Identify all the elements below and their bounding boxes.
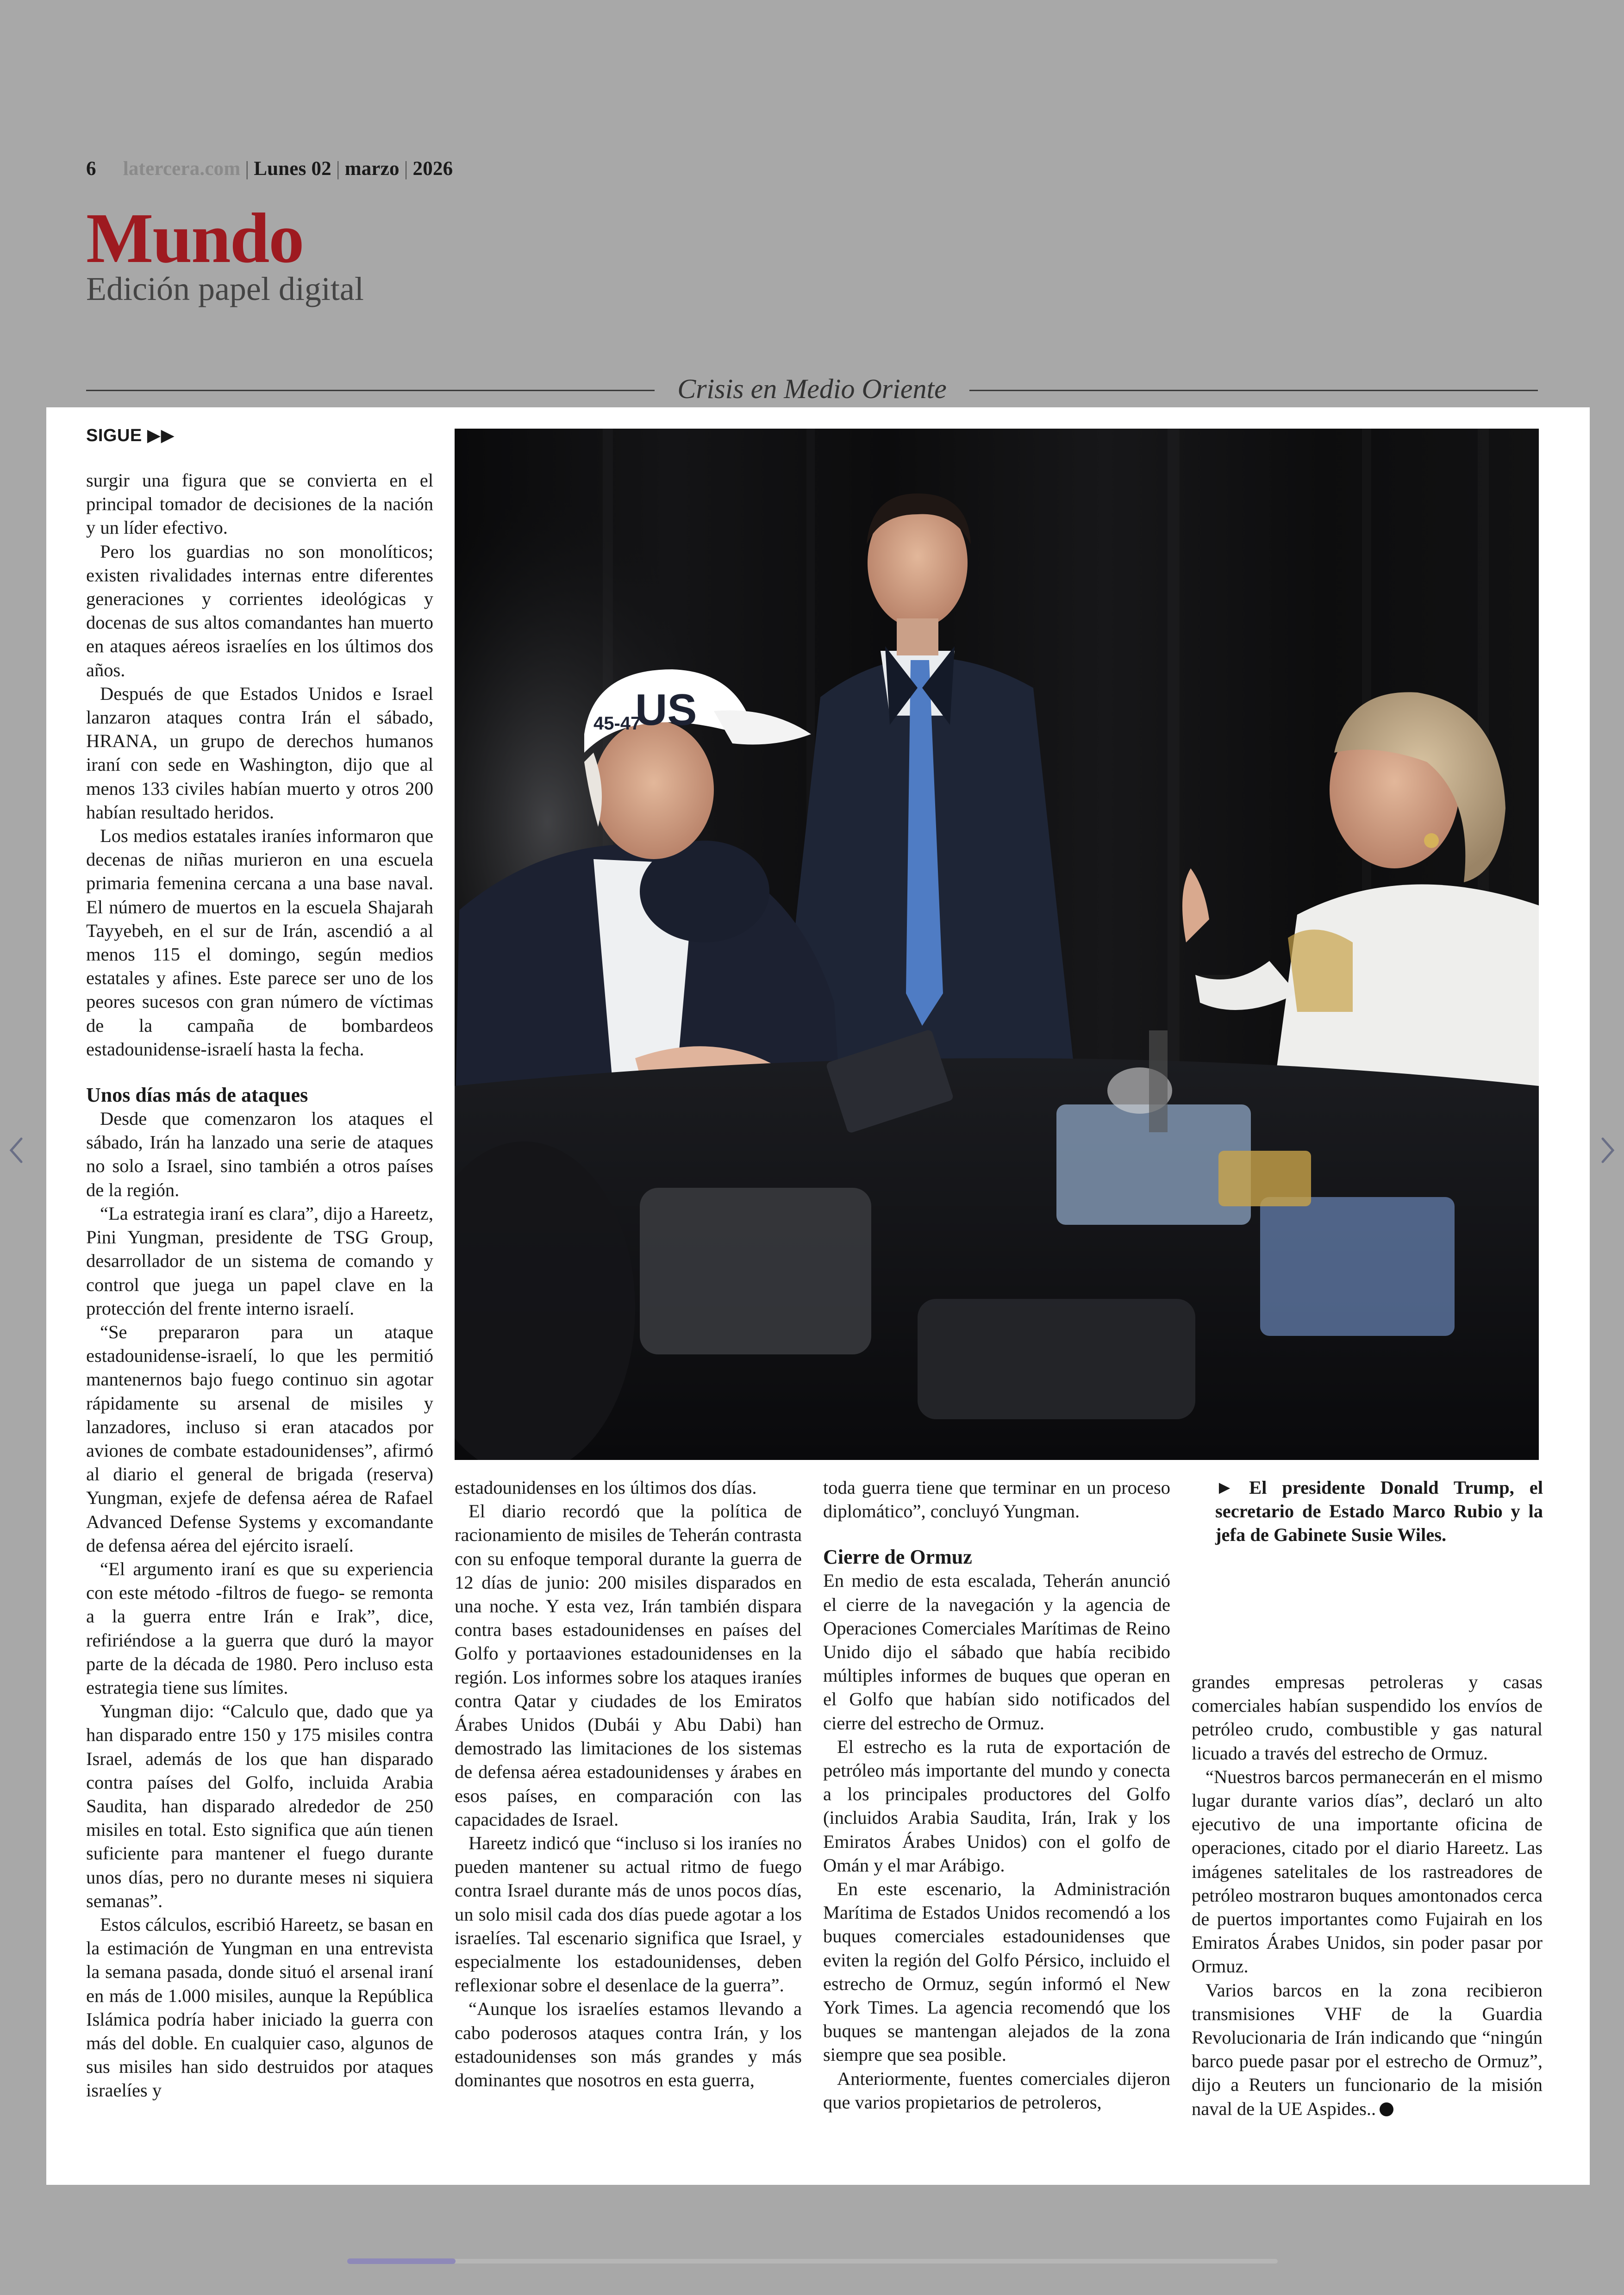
- date-month: marzo: [344, 158, 400, 180]
- svg-text:US: US: [635, 685, 697, 735]
- article-column-1: [86, 468, 433, 2102]
- date-day: Lunes 02: [254, 158, 331, 180]
- news-photo: [455, 429, 1539, 1460]
- paragraph: Los medios estatales iraníes informaron que decenas de niñas murieron en una escuela primaria femenina cercana a una base naval. El número de muertos en la escuela Shajarah Tayyebeh, en el sur de Irán, ascendió a al menos 115 el domingo, según medios estatales y afines. Este parece ser uno de los peores sucesos con gran número de víctimas de la campaña de bombardeos estadounidense-israelí hasta la fecha.: [86, 825, 433, 1060]
- paragraph-text: Varios barcos en la zona recibieron transmisiones VHF de la Guardia Revolucionaria de Irán indicando que “ningún barco puede pasar por el estrecho de Ormuz”, dijo a Reuters un funcionario de la misión naval de la UE Aspides..: [1192, 1979, 1543, 2119]
- article-column-3: [823, 1476, 1170, 2114]
- paragraph: “Nuestros barcos permanecerán en el mismo lugar durante varios días”, declaró un alto ejecutivo de una importante oficina de operaciones, citado por el diario Hareetz. Las imágenes satelitales de los rastreadores de petróleo mostraron buques amontonados cerca de puertos importantes como Fujairah en los Emiratos Árabes Unidos, sin poder pasar por Ormuz.: [1192, 1766, 1543, 1977]
- paragraph: Estos cálculos, escribió Hareetz, se basan en la estimación de Yungman en una entrevista la semana pasada, donde situó el arsenal iraní en más de 1.000 misiles, aunque la República Islámica podría haber iniciado la guerra con más del doble. En cualquier caso, algunos de sus misiles han sido destruidos por ataques israelíes y: [86, 1914, 433, 2101]
- date-year: 2026: [412, 158, 453, 180]
- page-header: [86, 157, 1540, 307]
- paragraph: surgir una figura que se convierta en el principal tomador de decisiones de la nación y un líder efectivo.: [86, 470, 433, 538]
- section-banner: [86, 373, 1538, 404]
- section-title: Mundo: [86, 199, 304, 278]
- paragraph: [1192, 1978, 1543, 2120]
- paragraph: Desde que comenzaron los ataques el sábado, Irán ha lanzado una serie de ataques no solo a Israel, sino también a otros países de la región.: [86, 1108, 433, 1200]
- paragraph: “Se prepararon para un ataque estadounidense-israelí, lo que les permitió mantenernos bajo fuego continuo sin agotar rápidamente su arsenal de misiles y lanzadores, incluso si eran atacados por aviones de combate estadounidenses”, afirmó al diario el general de brigada (reserva) Yungman, exjefe de defensa aérea de Rafael Advanced Defense Systems y excomandante de defensa aérea del ejército israelí.: [86, 1321, 433, 1556]
- page-scroll-track[interactable]: [347, 2259, 1278, 2264]
- subheading: Unos días más de ataques: [86, 1084, 308, 1107]
- photo-illustration: [455, 429, 1539, 1460]
- chevron-right-icon: [1593, 1129, 1621, 1171]
- paragraph: “La estrategia iraní es clara”, dijo a Hareetz, Pini Yungman, presidente de TSG Group, desarrollador de un sistema de comando y control que juega un papel clave en la protección del frente interno israelí.: [86, 1203, 433, 1319]
- dateline: 6 latercera.com | Lunes 02 | marzo | 2026: [86, 158, 453, 180]
- page-number: 6: [86, 158, 96, 180]
- paragraph: En este escenario, la Administración Marítima de Estados Unidos recomendó a los buques comerciales estadounidenses que eviten la región del Golfo Pérsico, incluido el estrecho de Ormuz, según informó el New York Times. La agencia recomendó que los buques se mantengan alejados de la zona siempre que sea posible.: [823, 1878, 1170, 2065]
- photo-caption: [1215, 1476, 1543, 1547]
- paragraph: estadounidenses en los últimos dos días.: [455, 1477, 757, 1498]
- section-banner-title: Crisis en Medio Oriente: [677, 374, 947, 404]
- end-mark-icon: [1380, 2102, 1393, 2116]
- chevron-left-icon: [3, 1129, 31, 1171]
- page-scroll-thumb[interactable]: [347, 2258, 456, 2264]
- continues-label: SIGUE ▶▶: [86, 426, 175, 445]
- divider: [969, 390, 1538, 391]
- article-column-2: [455, 1476, 802, 2092]
- paragraph: grandes empresas petroleras y casas comerciales habían suspendido los envíos de petróleo crudo, combustible y gas natural licuado a través del estrecho de Ormuz.: [1192, 1671, 1543, 1764]
- paragraph: El diario recordó que la política de racionamiento de misiles de Teherán contrasta con su enfoque temporal durante la guerra de 12 días de junio: 200 misiles disparados en una noche. Y esta vez, Irán también dispara contra bases estadounidenses en países del Golfo y portaaviones estadounidenses en la región. Los informes sobre los ataques iraníes contra Qatar y ciudades de los Emiratos Árabes Unidos (Dubái y Abu Dabi) han demostrado las limitaciones de los sistemas de defensa aérea estadounidenses y árabes en esos países, en comparación con las capacidades de Israel.: [455, 1501, 802, 1830]
- newspaper-page: [46, 407, 1590, 2185]
- paragraph: toda guerra tiene que terminar en un proceso diplomático”, concluyó Yungman.: [823, 1477, 1170, 1522]
- paragraph: Yungman dijo: “Calculo que, dado que ya han disparado entre 150 y 175 misiles contra Israel, además de los que han disparado contra países del Golfo, incluida Arabia Saudita, han disparado alrededor de 250 misiles en total. Esto significa que aún tienen suficiente para mantener el fuego durante unos días, pero no durante meses ni siquiera semanas”.: [86, 1701, 433, 1911]
- caption-text: ► El presidente Donald Trump, el secretario de Estado Marco Rubio y la jefa de Gabinete Susie Wiles.: [1215, 1477, 1543, 1545]
- edition-subtitle: Edición papel digital: [86, 270, 364, 307]
- paragraph: “Aunque los israelíes estamos llevando a cabo poderosos ataques contra Irán, y los estadounidenses son más grandes y más dominantes que nosotros en esta guerra,: [455, 1998, 802, 2091]
- previous-page-button[interactable]: [3, 1129, 31, 1171]
- paragraph: En medio de esta escalada, Teherán anunció el cierre de la navegación y la agencia de Operaciones Comerciales Marítimas de Reino Unido dijo el sábado que había recibido múltiples informes de buques que operan en el Golfo que habían sido notificados del cierre del estrecho de Ormuz.: [823, 1570, 1170, 1734]
- svg-text:45-47: 45-47: [593, 713, 641, 734]
- next-page-button[interactable]: [1593, 1129, 1621, 1171]
- paragraph: El estrecho es la ruta de exportación de petróleo más importante del mundo y conecta a los principales productores del Golfo (incluidos Arabia Saudita, Irán, Irak y los Emiratos Árabes Unidos) con el golfo de Omán y el mar Arábigo.: [823, 1736, 1170, 1876]
- site-name: latercera.com: [123, 158, 241, 180]
- article-column-4: [1192, 1670, 1543, 2120]
- paragraph: “El argumento iraní es que su experiencia con este método -filtros de fuego- se remonta a la guerra entre Irán e Irak”, dice, refiriéndose a la guerra que duró la mayor parte de la década de 1980. Pero incluso esta estrategia tiene sus límites.: [86, 1558, 433, 1698]
- paragraph: Después de que Estados Unidos e Israel lanzaron ataques contra Irán el sábado, HRANA, un grupo de derechos humanos iraní con sede en Washington, dijo que al menos 133 civiles habían muerto y otros 200 habían resultado heridos.: [86, 683, 433, 823]
- paragraph: Anteriormente, fuentes comerciales dijeron que varios propietarios de petroleros,: [823, 2068, 1170, 2113]
- paragraph: Hareetz indicó que “incluso si los iraníes no pueden mantener su actual ritmo de fuego contra Israel durante más de unos pocos días, un solo misil cada dos días puede agotar a los israelíes. Tal escenario significa que Israel, y especialmente los estadounidenses, deben reflexionar sobre el desenlace de la guerra”.: [455, 1833, 802, 1996]
- paragraph: Pero los guardias no son monolíticos; existen rivalidades internas entre diferentes generaciones y corrientes ideológicas y docenas de sus altos comandantes han muerto en ataques aéreos israelíes en los últimos dos años.: [86, 541, 433, 680]
- subheading: Cierre de Ormuz: [823, 1546, 972, 1569]
